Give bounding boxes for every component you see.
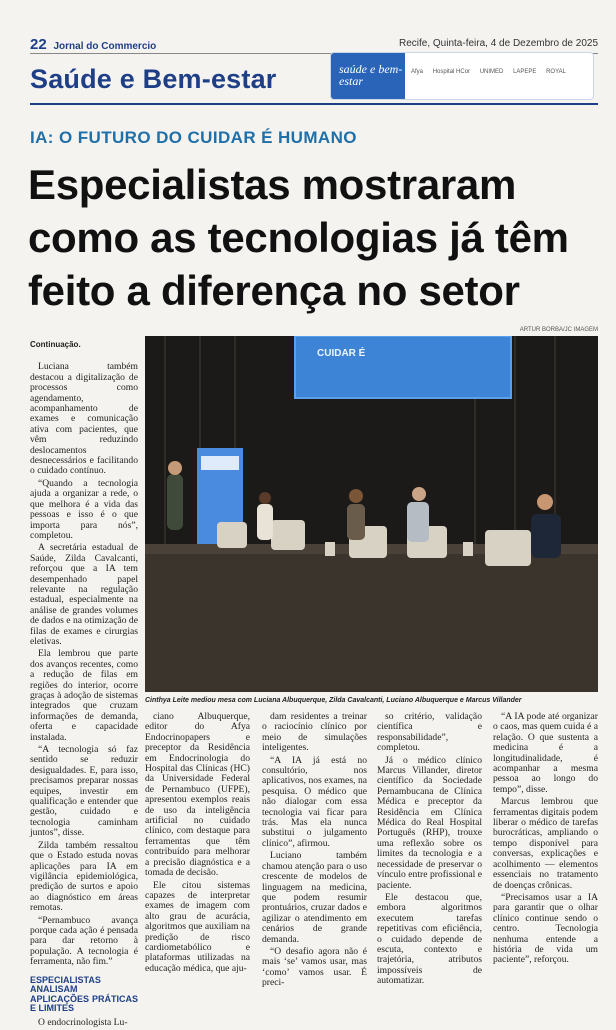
paragraph: Zilda também ressaltou que o Estado estuda novas aplicações para IA em vigilância epidemiológica, predição de surtos e apoio ao diagnóstico em áreas remotas. [30,839,138,914]
sponsor-banner [330,52,594,100]
sponsor-logos [411,69,574,75]
paragraph: Já o médico clínico Marcus Villander, diretor científico da Sociedade Pernambucana de Clínica Médica e preceptor da Residência em Clínica Médica do Real Hospital Português (RHP), trouxe uma reflexão sobre os limites da tecnologia e a necessidade de preservar o vínculo entre profissional e paciente. [377,754,482,891]
paragraph: “Precisamos usar a IA para garantir que o olhar clínico continue sendo o centro. Tecnologia nenhuma entende a história de vida um paciente”, reforçou. [493,891,598,966]
newspaper-name: Jornal do Commercio [53,41,157,52]
sponsor-logo: Afya [411,69,424,75]
page-number: 22 [30,36,47,53]
sponsor-logo: LAPEPE [513,69,537,75]
sponsor-logo: Hospital HCor [432,69,471,75]
paragraph: “O desafio agora não é mais ‘se’ vamos usar, mas ‘como’ vamos usar. É preci- [262,945,367,989]
section-title: Saúde e Bem-estar [30,64,277,94]
sponsor-logo: ROYAL [546,69,566,75]
paragraph: ciano Albuquerque, editor do Afya Endocrinopapers e preceptor da Residência em Endocrinologia do Hospital das Clínicas (HC) da Universidade Federal de Pernambuco (UFPE), apresentou exemplos reais de uso da inteligência artificial no cuidado clínico, com destaque para ferramentas que têm contribuído para melhorar a precisão diagnóstica e a tomada de decisão. [145,711,250,879]
paragraph: “A tecnologia só faz sentido se reduzir desigualdades. E, para isso, precisamos preparar nossas equipes, investir em qualificação e entender que gestão, cuidado e tecnologia caminham juntos”, disse. [30,744,138,839]
paragraph: so critério, validação científica e responsabilidade”, completou. [377,711,482,754]
paragraph: Ele citou sistemas capazes de interpretar exames de imagem com alto grau de acurácia, algoritmos que auxiliam na predição de risco cardiometabólico e plataformas utilizadas na educação médica, que aju- [145,879,250,974]
sponsor-logo: UNIMED [479,69,504,75]
photo-credit: ARTUR BORBA/JC IMAGEM [519,327,598,333]
paragraph: Luciano também chamou atenção para o uso crescente de modelos de linguagem na medicina, que podem resumir prontuários, cruzar dados e agilizar o atendimento em cenários de grande demanda. [262,850,367,945]
paragraph: Ela lembrou que parte dos avanços recentes, como a redução de filas em regiões do interior, ocorre graças à adoção de sistemas integrados que cruzam informações de demanda, oferta e capacidade instalada. [30,648,138,743]
text-column-4 [377,712,482,989]
paragraph: “A IA já está no consultório, nos aplicativos, nos exames, na pesquisa. O médico que não dialogar com essa tecnologia vai ficar para trás. Mas ela nunca substitui o julgamento clínico”, afirmou. [262,754,367,849]
paragraph: dam residentes a treinar o raciocínio clínico por meio de simulações inteligentes. [262,711,367,754]
stage-photo-illustration [145,336,598,692]
paragraph: “A IA pode até organizar o caos, mas quem cuida é a relação. O que sustenta a medicina é a longitudinalidade, é acompanhar a mesma pessoa ao longo do tempo”, disse. [493,711,598,795]
text-column-2 [145,712,250,976]
photo-caption: Cinthya Leite mediou mesa com Luciana Albuquerque, Zilda Cavalcanti, Luciano Albuquerque e Marcus Villander [145,697,522,704]
text-column-1 [30,340,138,1030]
paragraph: Luciana também destacou a digitalização de processos como agendamento, acompanhamento de exames e comunicação ativa com pacientes, que vêm reduzindo deslocamentos desnecessários e facilitando o cuidado contínuo. [30,361,138,477]
paragraph: “Quando a tecnologia ajuda a organizar a rede, o que melhora é a vida das pessoas e isso é o que importa para nós”, completou. [30,477,138,541]
paragraph: Ele destacou que, embora algoritmos executem tarefas repetitivas com eficiência, o cuidado depende de escuta, contexto e trajetória, atributos impossíveis de automatizar. [377,891,482,987]
text-column-3 [262,712,367,991]
article-kicker: IA: O FUTURO DO CUIDAR É HUMANO [30,128,357,147]
paragraph: O endocrinologista Lu- [38,1016,128,1028]
page-header [30,36,598,52]
article-headline: Especialistas mostraram como as tecnologias já têm feito a diferença no setor [28,161,569,314]
continuation-label: Continuação. [30,340,81,349]
sponsor-title: saúde e bem-estar [331,53,405,99]
section-rule [30,103,598,105]
paragraph: Marcus lembrou que ferramentas digitais podem liberar o médico de tarefas burocráticas, ampliando o tempo disponível para conversas, explicações e acolhimento — elementos essenciais no tratamento de doenças crônicas. [493,796,598,891]
article-subhead: ESPECIALISTAS ANALISAM APLICAÇÕES PRÁTICAS E LIMITES [30,974,138,1014]
text-column-5 [493,712,598,968]
issue-date: Recife, Quinta-feira, 4 de Dezembro de 2025 [399,38,598,49]
screen-text: CUIDAR É [317,348,366,359]
paragraph: “Pernambuco avança porque cada ação é pensada para dar retorno à população. A tecnologia é ferramenta, não fim.” [30,914,138,968]
article-photo [145,336,598,692]
paragraph: A secretária estadual de Saúde, Zilda Cavalcanti, reforçou que a IA tem desempenhado papel relevante na regulação estadual, especialmente na análise de grandes volumes de dados e na otimização de filas de exames e cirurgias eletivas. [30,542,138,647]
